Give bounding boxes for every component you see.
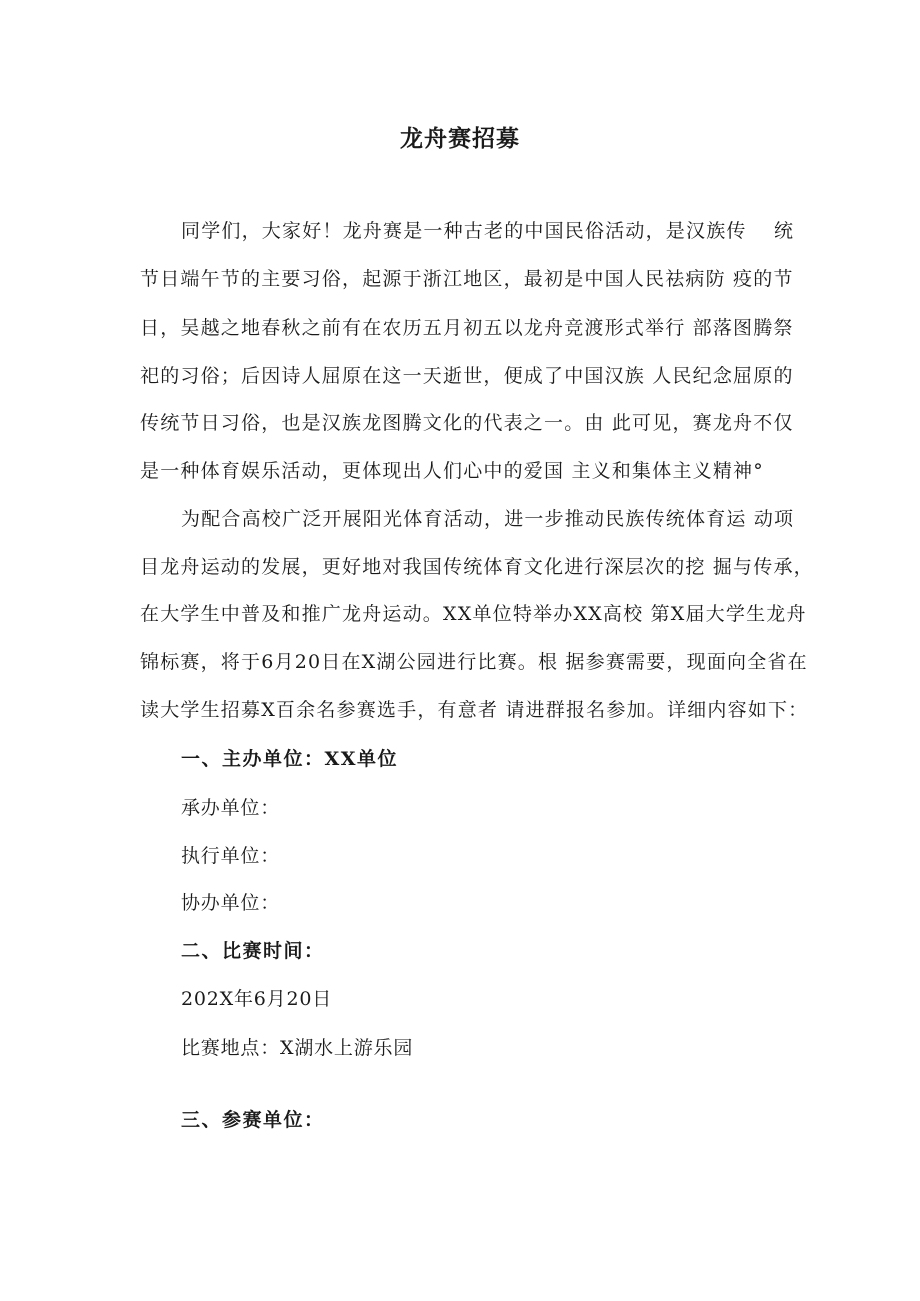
paragraph-1-line-4: 祀的习俗；后因诗人屈原在这一天逝世，便成了中国汉族 人民纪念屈原的: [140, 365, 794, 387]
paragraph-1-line-6: 是一种体育娱乐活动，更体现出人们心中的爱国 主义和集体主义精神°: [140, 460, 764, 482]
section-2-item-date: 202X年6月20日: [181, 988, 333, 1010]
paragraph-2-line-2: 目龙舟运动的发展，更好地对我国传统体育文化进行深层次的挖 掘与传承，: [140, 556, 814, 578]
section-1-item-co-organizer: 协办单位：: [181, 892, 281, 914]
section-1-item-organizer: 承办单位：: [181, 797, 281, 819]
paragraph-2-line-3: 在大学生中普及和推广龙舟运动。XX单位特举办XX高校 第X届大学生龙舟: [140, 603, 807, 625]
paragraph-1-line-5: 传统节日习俗，也是汉族龙图腾文化的代表之一。由 此可见，赛龙舟不仅: [140, 412, 794, 434]
section-1-heading: 一、主办单位：XX单位: [181, 748, 398, 770]
section-3-heading: 三、参赛单位：: [181, 1109, 325, 1131]
section-2-item-venue: 比赛地点：X湖水上游乐园: [181, 1037, 414, 1059]
paragraph-2-line-5: 读大学生招募X百余名参赛选手，有意者 请进群报名参加。详细内容如下：: [140, 699, 809, 721]
paragraph-2-line-1: 为配合高校广泛开展阳光体育活动，进一步推动民族传统体育运 动项: [181, 508, 795, 530]
section-2-heading: 二、比赛时间：: [181, 940, 325, 962]
paragraph-1-line-1: 同学们，大家好！龙舟赛是一种古老的中国民俗活动，是汉族传 统: [181, 220, 795, 242]
paragraph-2-line-4: 锦标赛，将于6月20日在X湖公园进行比赛。根 据参赛需要，现面向全省在: [140, 651, 808, 673]
page-title: 龙舟赛招募: [400, 126, 520, 152]
paragraph-1-line-2: 节日端午节的主要习俗，起源于浙江地区，最初是中国人民祛病防 疫的节: [140, 268, 794, 290]
paragraph-1-line-3: 日，吴越之地春秋之前有在农历五月初五以龙舟竞渡形式举行 部落图腾祭: [140, 317, 794, 339]
section-1-item-executor: 执行单位：: [181, 845, 281, 867]
